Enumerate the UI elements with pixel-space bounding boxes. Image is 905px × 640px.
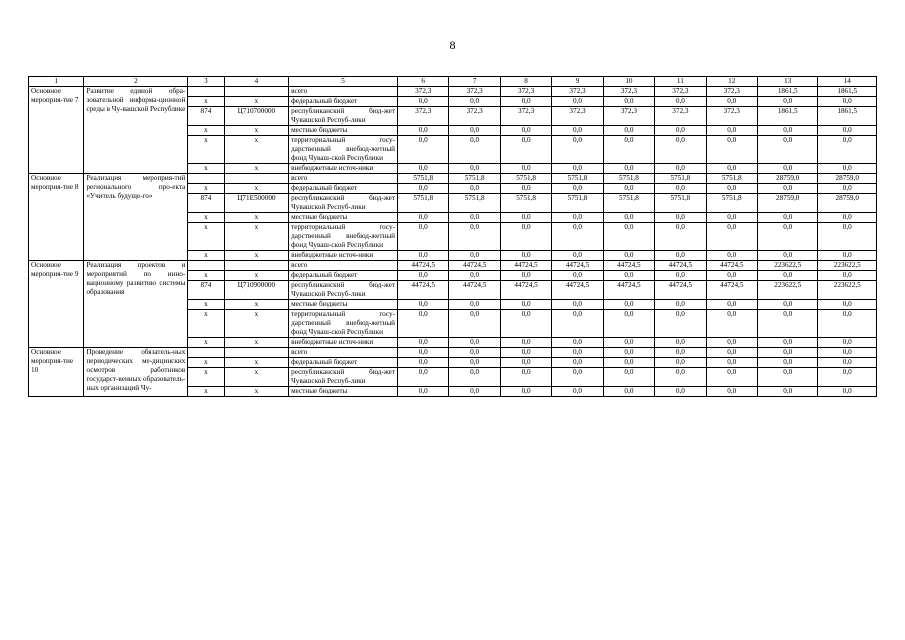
funding-source-cell: республиканский бюд-жет Чувашской Респуб-лики — [289, 281, 398, 300]
value-cell: 0,0 — [398, 251, 449, 261]
column-number: 1 — [29, 77, 84, 87]
value-cell: 0,0 — [398, 387, 449, 397]
value-cell: 44724,5 — [449, 281, 500, 300]
value-cell: 0,0 — [757, 338, 817, 348]
value-cell: 0,0 — [449, 300, 500, 310]
grbs-code-cell: х — [188, 223, 224, 251]
value-cell: 0,0 — [706, 164, 757, 174]
value-cell: 0,0 — [818, 223, 877, 251]
value-cell: 0,0 — [603, 387, 654, 397]
grbs-code-cell: х — [188, 184, 224, 194]
value-cell: 0,0 — [449, 126, 500, 136]
value-cell: 0,0 — [603, 348, 654, 358]
funding-source-cell: республиканский бюд-жет Чувашской Респуб-лики — [289, 194, 398, 213]
funding-source-cell: всего — [289, 261, 398, 271]
value-cell: 0,0 — [706, 300, 757, 310]
value-cell: 0,0 — [500, 368, 551, 387]
grbs-code-cell — [188, 348, 224, 358]
event-name-cell: Основное мероприя-тие 7 — [29, 87, 84, 174]
value-cell: 5751,8 — [552, 174, 603, 184]
table-row — [29, 87, 877, 97]
value-cell: 0,0 — [655, 338, 706, 348]
grbs-code-cell: х — [188, 300, 224, 310]
budget-code-cell: х — [224, 338, 289, 348]
value-cell: 223622,5 — [818, 261, 877, 271]
funding-source-cell: местные бюджеты — [289, 300, 398, 310]
value-cell: 223622,5 — [818, 281, 877, 300]
budget-code-cell: х — [224, 300, 289, 310]
value-cell: 0,0 — [757, 368, 817, 387]
value-cell: 223622,5 — [757, 261, 817, 271]
column-number: 2 — [84, 77, 188, 87]
grbs-code-cell: х — [188, 251, 224, 261]
column-number: 11 — [655, 77, 706, 87]
column-number: 6 — [398, 77, 449, 87]
budget-code-cell: Ц71E500000 — [224, 194, 289, 213]
value-cell: 0,0 — [500, 348, 551, 358]
value-cell: 0,0 — [655, 368, 706, 387]
value-cell: 0,0 — [818, 338, 877, 348]
value-cell: 0,0 — [655, 126, 706, 136]
value-cell: 44724,5 — [655, 281, 706, 300]
value-cell: 0,0 — [706, 213, 757, 223]
value-cell: 0,0 — [655, 387, 706, 397]
column-number: 10 — [603, 77, 654, 87]
value-cell: 0,0 — [818, 387, 877, 397]
value-cell: 0,0 — [500, 338, 551, 348]
value-cell: 0,0 — [757, 97, 817, 107]
value-cell: 0,0 — [449, 271, 500, 281]
value-cell: 0,0 — [449, 136, 500, 164]
value-cell: 1861,5 — [757, 107, 817, 126]
budget-code-cell: х — [224, 213, 289, 223]
value-cell: 0,0 — [818, 184, 877, 194]
value-cell: 0,0 — [398, 300, 449, 310]
funding-source-cell: всего — [289, 87, 398, 97]
budget-code-cell: х — [224, 164, 289, 174]
funding-source-cell: местные бюджеты — [289, 387, 398, 397]
value-cell: 0,0 — [552, 126, 603, 136]
value-cell: 0,0 — [449, 310, 500, 338]
funding-source-cell: внебюджетные источ-ники — [289, 338, 398, 348]
grbs-code-cell: 874 — [188, 194, 224, 213]
value-cell: 0,0 — [706, 358, 757, 368]
value-cell: 0,0 — [500, 97, 551, 107]
value-cell: 0,0 — [757, 184, 817, 194]
value-cell: 0,0 — [818, 126, 877, 136]
value-cell: 0,0 — [449, 213, 500, 223]
value-cell: 44724,5 — [500, 261, 551, 271]
budget-code-cell: х — [224, 126, 289, 136]
value-cell: 0,0 — [552, 223, 603, 251]
value-cell: 28759,0 — [818, 194, 877, 213]
value-cell: 0,0 — [603, 300, 654, 310]
value-cell: 0,0 — [655, 213, 706, 223]
budget-code-cell — [224, 87, 289, 97]
value-cell: 1861,5 — [757, 87, 817, 97]
column-number-row — [29, 77, 877, 87]
budget-table — [28, 76, 877, 397]
funding-source-cell: местные бюджеты — [289, 126, 398, 136]
value-cell: 5751,8 — [500, 194, 551, 213]
funding-source-cell: федеральный бюджет — [289, 271, 398, 281]
value-cell: 0,0 — [818, 213, 877, 223]
value-cell: 0,0 — [818, 164, 877, 174]
funding-source-cell: федеральный бюджет — [289, 358, 398, 368]
value-cell: 0,0 — [449, 97, 500, 107]
value-cell: 0,0 — [757, 251, 817, 261]
budget-code-cell — [224, 174, 289, 184]
value-cell: 0,0 — [398, 213, 449, 223]
table-row — [29, 348, 877, 358]
value-cell: 5751,8 — [398, 194, 449, 213]
value-cell: 0,0 — [500, 126, 551, 136]
value-cell: 0,0 — [655, 271, 706, 281]
value-cell: 0,0 — [603, 97, 654, 107]
table-row — [29, 174, 877, 184]
value-cell: 0,0 — [818, 251, 877, 261]
budget-code-cell: х — [224, 184, 289, 194]
value-cell: 0,0 — [655, 164, 706, 174]
value-cell: 372,3 — [500, 107, 551, 126]
value-cell: 5751,8 — [603, 194, 654, 213]
value-cell: 372,3 — [449, 87, 500, 97]
grbs-code-cell: х — [188, 126, 224, 136]
value-cell: 0,0 — [757, 136, 817, 164]
budget-code-cell: х — [224, 223, 289, 251]
value-cell: 0,0 — [706, 97, 757, 107]
value-cell: 0,0 — [449, 223, 500, 251]
grbs-code-cell: х — [188, 338, 224, 348]
value-cell: 44724,5 — [552, 281, 603, 300]
value-cell: 0,0 — [655, 310, 706, 338]
value-cell: 44724,5 — [655, 261, 706, 271]
value-cell: 0,0 — [818, 271, 877, 281]
value-cell: 0,0 — [655, 358, 706, 368]
value-cell: 0,0 — [757, 300, 817, 310]
value-cell: 0,0 — [757, 223, 817, 251]
value-cell: 0,0 — [552, 184, 603, 194]
value-cell: 28759,0 — [818, 174, 877, 184]
value-cell: 0,0 — [449, 184, 500, 194]
grbs-code-cell: 874 — [188, 107, 224, 126]
value-cell: 44724,5 — [398, 261, 449, 271]
budget-code-cell: х — [224, 251, 289, 261]
funding-source-cell: федеральный бюджет — [289, 97, 398, 107]
value-cell: 0,0 — [500, 223, 551, 251]
value-cell: 0,0 — [706, 136, 757, 164]
event-title-cell: Проведение обязатель-ных периодических ме-дицинских осмотров работников государст-венных образователь-ных организаций Чу- — [84, 348, 188, 397]
funding-source-cell: республиканский бюд-жет Чувашской Респуб-лики — [289, 107, 398, 126]
value-cell: 0,0 — [818, 368, 877, 387]
budget-code-cell: Ц710700000 — [224, 107, 289, 126]
value-cell: 0,0 — [500, 184, 551, 194]
value-cell: 0,0 — [818, 358, 877, 368]
column-number: 12 — [706, 77, 757, 87]
value-cell: 5751,8 — [655, 174, 706, 184]
value-cell: 5751,8 — [500, 174, 551, 184]
value-cell: 0,0 — [757, 213, 817, 223]
funding-source-cell: внебюджетные источ-ники — [289, 164, 398, 174]
value-cell: 0,0 — [449, 164, 500, 174]
value-cell: 0,0 — [398, 310, 449, 338]
value-cell: 0,0 — [603, 213, 654, 223]
value-cell: 0,0 — [655, 223, 706, 251]
value-cell: 372,3 — [552, 107, 603, 126]
column-number: 13 — [757, 77, 817, 87]
value-cell: 28759,0 — [757, 194, 817, 213]
value-cell: 5751,8 — [706, 194, 757, 213]
value-cell: 0,0 — [757, 358, 817, 368]
value-cell: 0,0 — [449, 368, 500, 387]
value-cell: 0,0 — [757, 387, 817, 397]
value-cell: 0,0 — [449, 338, 500, 348]
grbs-code-cell — [188, 261, 224, 271]
value-cell: 372,3 — [398, 87, 449, 97]
value-cell: 0,0 — [398, 348, 449, 358]
value-cell: 0,0 — [706, 184, 757, 194]
event-name-cell: Основное мероприя-тие 10 — [29, 348, 84, 397]
budget-code-cell: х — [224, 310, 289, 338]
funding-source-cell: территориальный госу-дарственный внебюд-жетный фонд Чуваш-ской Республики — [289, 310, 398, 338]
value-cell: 0,0 — [757, 348, 817, 358]
value-cell: 0,0 — [655, 348, 706, 358]
value-cell: 0,0 — [706, 338, 757, 348]
funding-source-cell: республиканский бюд-жет Чувашской Респуб-лики — [289, 368, 398, 387]
page-number: 8 — [449, 38, 456, 52]
value-cell: 5751,8 — [552, 194, 603, 213]
grbs-code-cell: х — [188, 368, 224, 387]
value-cell: 0,0 — [552, 271, 603, 281]
grbs-code-cell: х — [188, 164, 224, 174]
value-cell: 0,0 — [818, 97, 877, 107]
event-name-cell: Основное мероприя-тие 8 — [29, 174, 84, 261]
value-cell: 44724,5 — [603, 281, 654, 300]
value-cell: 0,0 — [500, 358, 551, 368]
budget-code-cell: х — [224, 387, 289, 397]
value-cell: 0,0 — [603, 368, 654, 387]
funding-source-cell: федеральный бюджет — [289, 184, 398, 194]
value-cell: 0,0 — [603, 223, 654, 251]
funding-source-cell: территориальный госу-дарственный внебюд-жетный фонд Чуваш-ской Республики — [289, 136, 398, 164]
value-cell: 0,0 — [818, 348, 877, 358]
grbs-code-cell: 874 — [188, 281, 224, 300]
value-cell: 5751,8 — [449, 174, 500, 184]
value-cell: 0,0 — [603, 126, 654, 136]
value-cell: 0,0 — [706, 271, 757, 281]
value-cell: 0,0 — [398, 368, 449, 387]
value-cell: 44724,5 — [552, 261, 603, 271]
value-cell: 0,0 — [603, 164, 654, 174]
value-cell: 0,0 — [818, 310, 877, 338]
value-cell: 0,0 — [398, 126, 449, 136]
value-cell: 44724,5 — [449, 261, 500, 271]
value-cell: 0,0 — [552, 251, 603, 261]
value-cell: 0,0 — [552, 310, 603, 338]
value-cell: 0,0 — [706, 387, 757, 397]
value-cell: 0,0 — [655, 97, 706, 107]
value-cell: 0,0 — [500, 271, 551, 281]
value-cell: 1861,5 — [818, 87, 877, 97]
value-cell: 0,0 — [706, 126, 757, 136]
budget-code-cell: Ц710900000 — [224, 281, 289, 300]
value-cell: 0,0 — [757, 271, 817, 281]
grbs-code-cell — [188, 174, 224, 184]
grbs-code-cell: х — [188, 213, 224, 223]
grbs-code-cell: х — [188, 310, 224, 338]
value-cell: 0,0 — [500, 387, 551, 397]
value-cell: 0,0 — [398, 223, 449, 251]
event-title-cell: Развитие единой обра-зовательной информа-ционной среды в Чу-вашской Республике — [84, 87, 188, 174]
value-cell: 0,0 — [552, 358, 603, 368]
value-cell: 0,0 — [500, 251, 551, 261]
budget-code-cell: х — [224, 271, 289, 281]
budget-code-cell: х — [224, 136, 289, 164]
value-cell: 44724,5 — [706, 281, 757, 300]
value-cell: 0,0 — [398, 136, 449, 164]
value-cell: 0,0 — [603, 358, 654, 368]
value-cell: 0,0 — [552, 348, 603, 358]
value-cell: 0,0 — [706, 251, 757, 261]
value-cell: 0,0 — [655, 136, 706, 164]
value-cell: 372,3 — [398, 107, 449, 126]
funding-source-cell: всего — [289, 174, 398, 184]
grbs-code-cell: х — [188, 97, 224, 107]
value-cell: 5751,8 — [603, 174, 654, 184]
value-cell: 44724,5 — [398, 281, 449, 300]
funding-source-cell: всего — [289, 348, 398, 358]
column-number: 3 — [188, 77, 224, 87]
value-cell: 0,0 — [449, 358, 500, 368]
value-cell: 0,0 — [552, 164, 603, 174]
value-cell: 0,0 — [552, 136, 603, 164]
value-cell: 0,0 — [603, 338, 654, 348]
value-cell: 372,3 — [552, 87, 603, 97]
value-cell: 44724,5 — [706, 261, 757, 271]
value-cell: 5751,8 — [449, 194, 500, 213]
value-cell: 0,0 — [552, 338, 603, 348]
value-cell: 44724,5 — [500, 281, 551, 300]
value-cell: 0,0 — [398, 97, 449, 107]
value-cell: 0,0 — [757, 310, 817, 338]
column-number: 4 — [224, 77, 289, 87]
funding-source-cell: внебюджетные источ-ники — [289, 251, 398, 261]
value-cell: 0,0 — [655, 300, 706, 310]
value-cell: 0,0 — [818, 136, 877, 164]
value-cell: 372,3 — [655, 107, 706, 126]
value-cell: 223622,5 — [757, 281, 817, 300]
budget-code-cell: х — [224, 97, 289, 107]
column-number: 14 — [818, 77, 877, 87]
value-cell: 0,0 — [706, 348, 757, 358]
value-cell: 0,0 — [706, 223, 757, 251]
column-number: 8 — [500, 77, 551, 87]
value-cell: 372,3 — [655, 87, 706, 97]
value-cell: 0,0 — [398, 338, 449, 348]
value-cell: 0,0 — [603, 251, 654, 261]
column-number: 9 — [552, 77, 603, 87]
value-cell: 0,0 — [706, 310, 757, 338]
value-cell: 0,0 — [552, 368, 603, 387]
value-cell: 0,0 — [552, 213, 603, 223]
value-cell: 0,0 — [500, 310, 551, 338]
value-cell: 0,0 — [500, 164, 551, 174]
value-cell: 0,0 — [398, 164, 449, 174]
value-cell: 0,0 — [552, 300, 603, 310]
value-cell: 0,0 — [706, 368, 757, 387]
value-cell: 0,0 — [398, 184, 449, 194]
budget-code-cell: х — [224, 368, 289, 387]
funding-source-cell: местные бюджеты — [289, 213, 398, 223]
value-cell: 5751,8 — [655, 194, 706, 213]
value-cell: 5751,8 — [398, 174, 449, 184]
budget-code-cell — [224, 261, 289, 271]
value-cell: 372,3 — [603, 87, 654, 97]
value-cell: 44724,5 — [603, 261, 654, 271]
value-cell: 0,0 — [449, 387, 500, 397]
grbs-code-cell: х — [188, 387, 224, 397]
value-cell: 5751,8 — [706, 174, 757, 184]
funding-source-cell: территориальный госу-дарственный внебюд-жетный фонд Чуваш-ской Республики — [289, 223, 398, 251]
value-cell: 0,0 — [655, 251, 706, 261]
value-cell: 0,0 — [603, 310, 654, 338]
value-cell: 28759,0 — [757, 174, 817, 184]
value-cell: 0,0 — [500, 136, 551, 164]
value-cell: 0,0 — [500, 213, 551, 223]
value-cell: 372,3 — [500, 87, 551, 97]
grbs-code-cell: х — [188, 271, 224, 281]
value-cell: 0,0 — [398, 358, 449, 368]
budget-code-cell — [224, 348, 289, 358]
value-cell: 372,3 — [706, 107, 757, 126]
value-cell: 0,0 — [603, 271, 654, 281]
value-cell: 0,0 — [449, 251, 500, 261]
value-cell: 0,0 — [818, 300, 877, 310]
budget-code-cell: х — [224, 358, 289, 368]
value-cell: 0,0 — [552, 387, 603, 397]
event-name-cell: Основное мероприя-тие 9 — [29, 261, 84, 348]
event-title-cell: Реализация проектов и мероприятий по инно-вационному развитию системы образования — [84, 261, 188, 348]
value-cell: 0,0 — [603, 184, 654, 194]
table-row — [29, 261, 877, 271]
value-cell: 0,0 — [757, 126, 817, 136]
value-cell: 1861,5 — [818, 107, 877, 126]
grbs-code-cell: х — [188, 358, 224, 368]
value-cell: 372,3 — [603, 107, 654, 126]
value-cell: 0,0 — [655, 184, 706, 194]
column-number: 7 — [449, 77, 500, 87]
value-cell: 0,0 — [757, 164, 817, 174]
event-title-cell: Реализация мероприя-тий регионального про-екта «Учитель будуще-го» — [84, 174, 188, 261]
value-cell: 0,0 — [398, 271, 449, 281]
grbs-code-cell: х — [188, 136, 224, 164]
value-cell: 372,3 — [706, 87, 757, 97]
value-cell: 0,0 — [603, 136, 654, 164]
value-cell: 0,0 — [449, 348, 500, 358]
value-cell: 0,0 — [500, 300, 551, 310]
value-cell: 0,0 — [552, 97, 603, 107]
grbs-code-cell — [188, 87, 224, 97]
column-number: 5 — [289, 77, 398, 87]
value-cell: 372,3 — [449, 107, 500, 126]
